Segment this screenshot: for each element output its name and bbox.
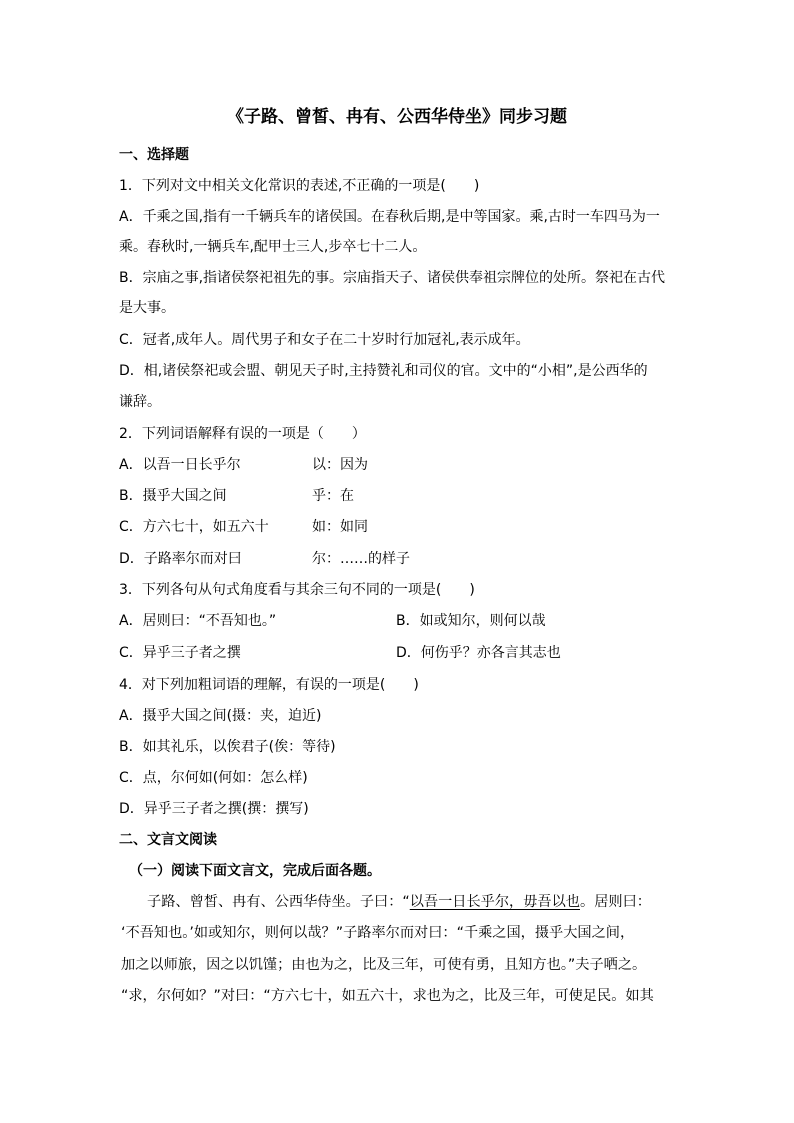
q3-option-c: C．异乎三子者之撰: [119, 645, 241, 661]
q2-option-c-explanation: 如：如同: [312, 519, 368, 535]
passage-line-1: [147, 892, 651, 912]
q4-option-d: D．异乎三子者之撰(撰：撰写): [119, 801, 309, 817]
passage-underlined-sentence: 以吾一日长乎尔，毋吾以也: [409, 894, 580, 910]
q1-option-a-line2: 乘。春秋时,一辆兵车,配甲士三人,步卒七十二人。: [119, 239, 427, 255]
q3-option-b: B．如或知尔，则何以哉: [396, 613, 546, 629]
q3-option-a: A．居则曰：“不吾知也。”: [119, 613, 277, 629]
q1-stem: 1．下列对文中相关文化常识的表述,不正确的一项是( ): [119, 178, 480, 194]
q4-option-c: C．点，尔何如(何如：怎么样): [119, 770, 308, 786]
q1-option-b-line1: B．宗庙之事,指诸侯祭祀祖先的事。宗庙指天子、诸侯供奉祖宗牌位的处所。祭祀在古代: [119, 270, 666, 286]
q1-option-d-line1: D．相,诸侯祭祀或会盟、朝见天子时,主持赞礼和司仪的官。文中的“小相”,是公西华的: [119, 363, 648, 379]
passage-line-1-end: 。居则曰：: [580, 894, 651, 910]
page-title: 《子路、曾皙、冉有、公西华侍坐》同步习题: [227, 107, 567, 127]
passage-line-4: “求，尔何如？”对曰：“方六七十，如五六十，求也为之，比及三年，可使足民。如其: [121, 988, 654, 1004]
q4-stem: 4．对下列加粗词语的理解，有误的一项是( ): [119, 677, 419, 693]
q1-option-b-line2: 是大事。: [119, 300, 175, 316]
q1-option-d-line2: 谦辞。: [119, 394, 161, 410]
q3-option-d: D．何伤乎？亦各言其志也: [396, 645, 561, 661]
q2-option-b: B．摄乎大国之间: [119, 488, 227, 504]
q4-option-b: B．如其礼乐，以俟君子(俟：等待): [119, 739, 336, 755]
section-heading-classical-reading: 二、文言文阅读: [119, 832, 217, 848]
q2-option-c: C．方六七十，如五六十: [119, 519, 269, 535]
q1-option-a-line1: A．千乘之国,指有一千辆兵车的诸侯国。在春秋后期,是中等国家。乘,古时一车四马为一: [119, 209, 660, 225]
q3-stem: 3．下列各句从句式角度看与其余三句不同的一项是( ): [119, 582, 475, 598]
section-heading-choice: 一、选择题: [119, 147, 189, 163]
q2-option-d: D．子路率尔而对曰: [119, 551, 242, 567]
q4-option-a: A．摄乎大国之间(摄：夹，迫近): [119, 708, 322, 724]
q2-option-a-text: A．以吾一日长乎尔: [119, 457, 241, 473]
subsection-heading: （一）阅读下面文言文，完成后面各题。: [129, 863, 381, 879]
q2-option-a-explanation: 以：因为: [312, 457, 368, 473]
passage-line-2: ‘不吾知也。’如或知尔，则何以哉？”子路率尔而对曰：“千乘之国，摄乎大国之间，: [121, 925, 635, 941]
q2-option-d-explanation: 尔：……的样子: [312, 551, 410, 567]
q2-stem: 2．下列词语解释有误的一项是（ ）: [119, 426, 366, 442]
q1-option-c: C．冠者,成年人。周代男子和女子在二十岁时行加冠礼,表示成年。: [119, 332, 530, 348]
q2-option-b-explanation: 乎：在: [312, 488, 354, 504]
passage-line-1-start: 子路、曾皙、冉有、公西华侍坐。子曰：“: [147, 894, 410, 910]
passage-line-3: 加之以师旅，因之以饥馑；由也为之，比及三年，可使有勇，且知方也。”夫子哂之。: [121, 957, 647, 973]
q2-option-a: [119, 455, 241, 475]
